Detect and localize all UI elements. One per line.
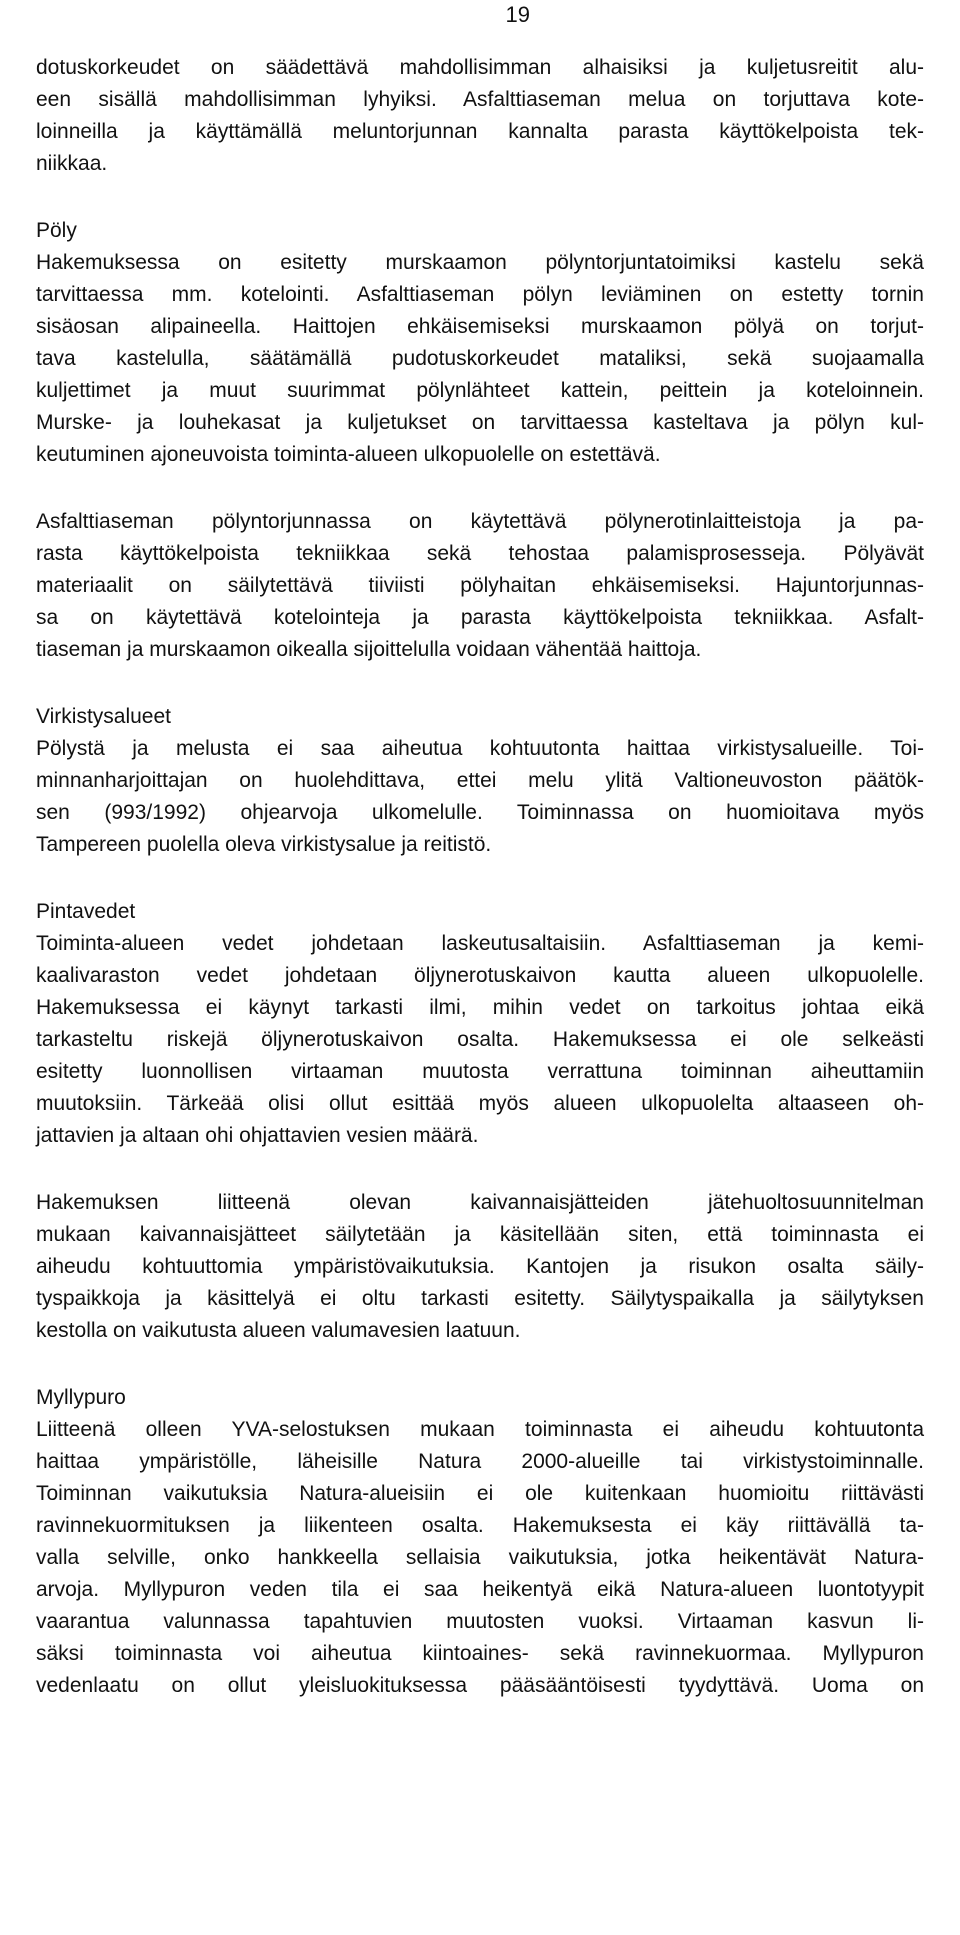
paragraph-line: keutuminen ajoneuvoista toiminta-alueen ulkopuolelle on estettävä. [36,443,661,466]
paragraph-line: esitetty luonnollisen virtaaman muutosta verrattuna toiminnan aiheuttamiin [36,1060,924,1083]
paragraph-line: haittaa ympäristölle, läheisille Natura 2000-alueille tai virkistystoiminnalle. [36,1450,924,1473]
paragraph-line: sen (993/1992) ohjearvoja ulkomelulle. Toiminnassa on huomioitava myös [36,801,924,824]
paragraph-line: jattavien ja altaan ohi ohjattavien vesien määrä. [36,1124,479,1147]
section-heading: Myllypuro [36,1386,126,1409]
section-heading: Pöly [36,219,77,242]
text-block [36,701,924,861]
paragraph-line: arvoja. Myllypuron veden tila ei saa heikentyä eikä Natura-alueen luontotyypit [36,1578,924,1601]
text-block [36,52,924,180]
paragraph-line: Murske- ja louhekasat ja kuljetukset on tarvittaessa kasteltava ja pölyn kul- [36,411,924,434]
paragraph-line: materiaalit on säilytettävä tiiviisti pölyhaitan ehkäisemiseksi. Hajuntorjunnas- [36,574,924,597]
paragraph-line: kuljettimet ja muut suurimmat pölynlähteet kattein, peittein ja koteloinnein. [36,379,924,402]
paragraph-line: aiheudu kohtuuttomia ympäristövaikutuksia. Kantojen ja risukon osalta säily- [36,1255,924,1278]
paragraph-line: Hakemuksessa ei käynyt tarkasti ilmi, mihin vedet on tarkoitus johtaa eikä [36,996,924,1019]
paragraph-line: tiaseman ja murskaamon oikealla sijoittelulla voidaan vähentää haittoja. [36,638,702,661]
paragraph-line: Toiminta-alueen vedet johdetaan laskeutusaltaisiin. Asfalttiaseman ja kemi- [36,932,924,955]
paragraph-line: Hakemuksessa on esitetty murskaamon pölyntorjuntatoimiksi kastelu sekä [36,251,924,274]
paragraph-line: säksi toiminnasta voi aiheutua kiintoaines- sekä ravinnekuormaa. Myllypuron [36,1642,924,1665]
paragraph-line: valla selville, onko hankkeella sellaisia vaikutuksia, jotka heikentävät Natura- [36,1546,924,1569]
paragraph-line: mukaan kaivannaisjätteet säilytetään ja käsitellään siten, että toiminnasta ei [36,1223,924,1246]
paragraph-line: minnanharjoittajan on huolehdittava, ettei melu ylitä Valtioneuvoston päätök- [36,769,924,792]
paragraph-line: sisäosan alipaineella. Haittojen ehkäisemiseksi murskaamon pölyä on torjut- [36,315,924,338]
paragraph-line: ravinnekuormituksen ja liikenteen osalta. Hakemuksesta ei käy riittävällä ta- [36,1514,924,1537]
text-block [36,215,924,471]
paragraph-line: tarkasteltu riskejä öljynerotuskaivon osalta. Hakemuksessa ei ole selkeästi [36,1028,924,1051]
paragraph-line: Asfalttiaseman pölyntorjunnassa on käytettävä pölynerotinlaitteistoja ja pa- [36,510,924,533]
paragraph-line: Hakemuksen liitteenä olevan kaivannaisjätteiden jätehuoltosuunnitelman [36,1191,924,1214]
text-block [36,1187,924,1347]
paragraph-line: Liitteenä olleen YVA-selostuksen mukaan toiminnasta ei aiheudu kohtuutonta [36,1418,924,1441]
section-heading: Virkistysalueet [36,705,172,728]
document-page [36,52,924,1737]
paragraph-line: sa on käytettävä kotelointeja ja parasta käyttökelpoista tekniikkaa. Asfalt- [36,606,924,629]
paragraph-line: tyspaikkoja ja käsittelyä ei oltu tarkasti esitetty. Säilytyspaikalla ja säilytyksen [36,1287,924,1310]
paragraph-line: Toiminnan vaikutuksia Natura-alueisiin ei ole kuitenkaan huomioitu riittävästi [36,1482,924,1505]
paragraph-line: vedenlaatu on ollut yleisluokituksessa pääsääntöisesti tyydyttävä. Uoma on [36,1674,924,1697]
paragraph-line: tarvittaessa mm. kotelointi. Asfalttiaseman pölyn leviäminen on estetty tornin [36,283,924,306]
paragraph-line: Pölystä ja melusta ei saa aiheutua kohtuutonta haittaa virkistysalueille. Toi- [36,737,924,760]
paragraph-line: een sisällä mahdollisimman lyhyiksi. Asfalttiaseman melua on torjuttava kote- [36,88,924,111]
paragraph-line: kaalivaraston vedet johdetaan öljynerotuskaivon kautta alueen ulkopuolelle. [36,964,924,987]
paragraph-line: tava kastelulla, säätämällä pudotuskorkeudet mataliksi, sekä suojaamalla [36,347,924,370]
paragraph-line: Tampereen puolella oleva virkistysalue ja reitistö. [36,833,492,856]
paragraph-line: niikkaa. [36,152,108,175]
paragraph-line: loinneilla ja käyttämällä meluntorjunnan kannalta parasta käyttökelpoista tek- [36,120,924,143]
text-block [36,896,924,1152]
page-number: 19 [505,2,530,27]
paragraph-line: vaarantua valunnassa tapahtuvien muutosten vuoksi. Virtaaman kasvun li- [36,1610,924,1633]
section-heading: Pintavedet [36,900,136,923]
paragraph-line: dotuskorkeudet on säädettävä mahdollisimman alhaisiksi ja kuljetusreitit alu- [36,56,924,79]
paragraph-line: kestolla on vaikutusta alueen valumavesien laatuun. [36,1319,521,1342]
paragraph-line: muutoksiin. Tärkeää olisi ollut esittää myös alueen ulkopuolelta altaaseen oh- [36,1092,924,1115]
text-block [36,506,924,666]
paragraph-line: rasta käyttökelpoista tekniikkaa sekä tehostaa palamisprosesseja. Pölyävät [36,542,924,565]
text-block [36,1382,924,1702]
